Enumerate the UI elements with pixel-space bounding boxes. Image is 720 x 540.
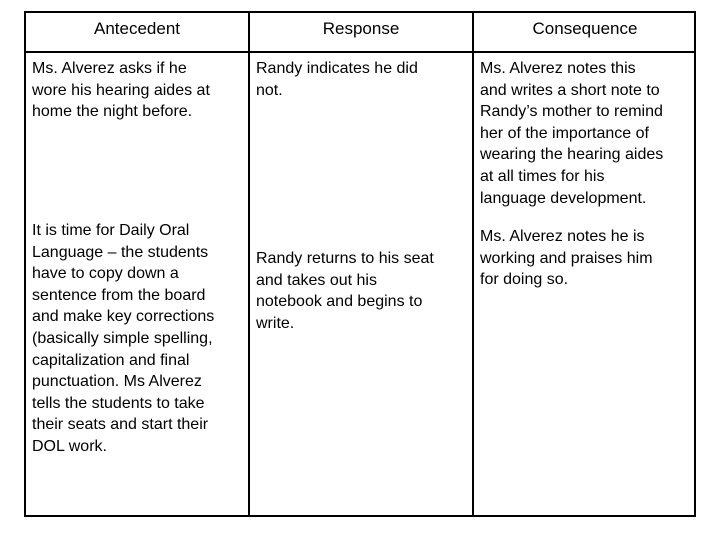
header-divider xyxy=(26,51,694,53)
header-response: Response xyxy=(322,19,400,38)
row-1-consequence: Ms. Alverez notes this and writes a short note to Randy’s mother to remind her of the importance of wearing the hearing aides at all times for his language development. xyxy=(480,60,664,207)
row-1-response: Randy indicates he did not. xyxy=(256,60,418,99)
header-consequence: Consequence xyxy=(532,19,638,38)
abc-table xyxy=(24,11,696,517)
row-1-antecedent: Ms. Alverez asks if he wore his hearing aides at home the night before. xyxy=(32,60,210,121)
header-antecedent: Antecedent xyxy=(93,19,180,38)
row-2-response: Randy returns to his seat and takes out his notebook and begins to write. xyxy=(256,250,434,332)
column-divider xyxy=(472,13,474,515)
row-2-consequence: Ms. Alverez notes he is working and praises him for doing so. xyxy=(480,228,653,289)
row-2-antecedent: It is time for Daily Oral Language – the students have to copy down a sentence from the board and make key corrections (basically simple spelling, capitalization and final punctuation. Ms Alverez tells the students to take their seats and start their DOL work. xyxy=(32,222,215,455)
column-divider xyxy=(248,13,250,515)
